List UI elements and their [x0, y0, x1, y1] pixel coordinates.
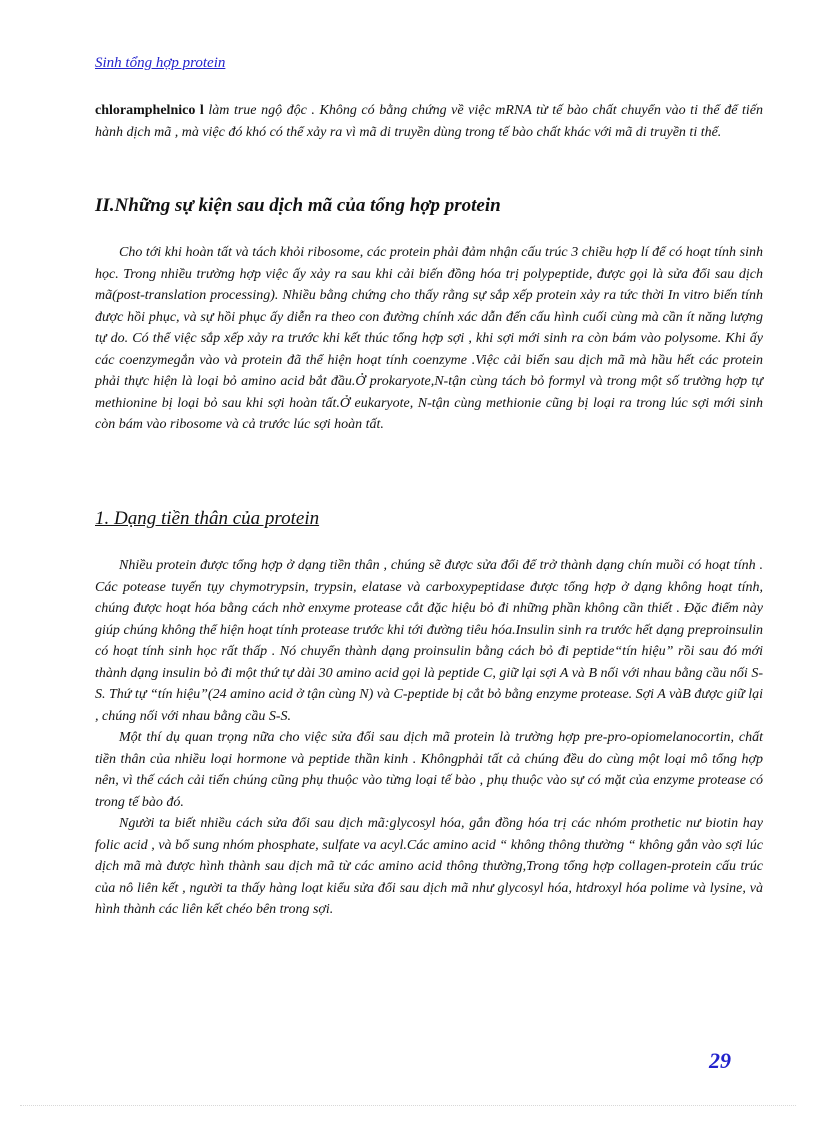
section-2-paragraph: Cho tới khi hoàn tất và tách khỏi ribosome, các protein phải đảm nhận cấu trúc 3 chiều hợp lí để có hoạt tính sinh học. Trong nhiều trường hợp việc ấy xảy ra sau khi cải biến đồng hóa trị polypeptide, được gọi là sửa đổi sau dịch mã(post-translation processing). Nhiều bằng chứng cho thấy rằng sự sắp xếp protein xảy ra tức thời In vitro biến tính được hồi phục, và sự hồi phục ấy diễn ra theo con đường chính xác dẫn đến cấu hình cuối cùng mà cần ít năng lượng tự do. Có thể việc sắp xếp xảy ra trước khi kết thúc tổng hợp sợi , khi sợi mới sinh ra còn bám vào polysome. Khi ấy các coenzymegắn vào và protein đã thể hiện hoạt tính coenzyme .Việc cải biến sau dịch mã mà hầu hết các protein phải thực hiện là loại bỏ amino acid bắt đầu.Ở prokaryote,N-tận cùng tách bỏ formyl và trong một số trường hợp tự methionine bị loại bỏ sau khi sợi hoàn tất.Ở eukaryote, N-tận cùng methionie cũng bị loại ra trong lúc sợi mới sinh còn bám vào ribosome và cả trước lúc sợi hoàn tất.: [95, 245, 763, 432]
subsection-paragraph-3: Người ta biết nhiều cách sửa đổi sau dịch mã:glycosyl hóa, gắn đồng hóa trị các nhóm prothetic nư biotin hay folic acid , và bổ sung nhóm phosphate, sulfate va acyl.Các amino acid “ không thông thường “ không gắn vào sợi lúc dịch mã mà được hình thành sau dịch mã từ các amino acid thông thường,Trong tổng hợp collagen-protein cấu trúc của nô liên kết , người ta thấy hàng loạt kiểu sửa đổi sau dịch mã như glycosyl hóa, htdroxyl hóa polime và lysine, và hình thành các liên kết chéo bên trong sợi.: [95, 816, 763, 917]
running-header: Sinh tổng hợp protein: [95, 55, 226, 71]
subsection-paragraph-1: Nhiều protein được tổng hợp ở dạng tiền thân , chúng sẽ được sửa đổi để trở thành dạng chín muồi có hoạt tính . Các potease tuyến tụy chymotrypsin, trypsin, elatase và carboxypeptidase được tổng hợp ở dạng không hoạt tính, chúng được hoạt hóa bằng cách nhờ enxyme protease cắt đặc hiệu bỏ đi những phần không cần thiết . Đặc điểm này giúp chúng không thể hiện hoạt tính protease trước khi tới đường tiêu hóa.Insulin sinh ra trước hết dạng preproinsulin có hoạt tính sinh học rất thấp . Nó chuyển thành dạng proinsulin bằng cách bỏ đi peptide“tín hiệu” rồi sau đó mới thành dạng insulin bỏ đi một thứ tự dài 30 amino acid gọi là peptide C, giữ lại sợi A và B nối với nhau bằng cầu nối S-S. Thứ tự “tín hiệu”(24 amino acid ở tận cùng N) và C-peptide bị cắt bỏ bằng enzyme protease. Sợi A vàB được giữ lại , chúng nối với nhau bằng cầu S-S.: [95, 558, 763, 724]
page-number: 29: [709, 1048, 731, 1073]
footer-divider: [20, 1105, 796, 1106]
intro-paragraph: [95, 100, 763, 143]
subsection-heading-1: 1. Dạng tiền thân của protein: [95, 508, 320, 529]
subsection-1-body: [95, 555, 763, 921]
section-heading-2: II.Những sự kiện sau dịch mã của tổng hợp protein: [95, 195, 501, 216]
intro-bold-term: chloramphelnico l: [95, 103, 204, 118]
subsection-paragraph-2: Một thí dụ quan trọng nữa cho việc sửa đổi sau dịch mã protein là trường hợp pre-pro-opiomelanocortin, chất tiền thân của nhiều loại hormone và peptide thần kinh . Khôngphải tất cả chúng đều do cùng một loại mô tổng hợp nên, vì thế cách cải tiến chúng cũng phụ thuộc vào từng loại tế bào , phụ thuộc vào sự có mặt của enzyme protease có trong tế bào đó.: [95, 730, 763, 810]
section-2-body: [95, 242, 763, 436]
intro-text: làm true ngộ độc . Không có bằng chứng về việc mRNA từ tế bào chất chuyển vào ti thể để tiến hành dịch mã , mà việc đó khó có thể xảy ra vì mã di truyền dùng trong tế bào chất khác với mã di truyền ti thể.: [95, 103, 763, 140]
